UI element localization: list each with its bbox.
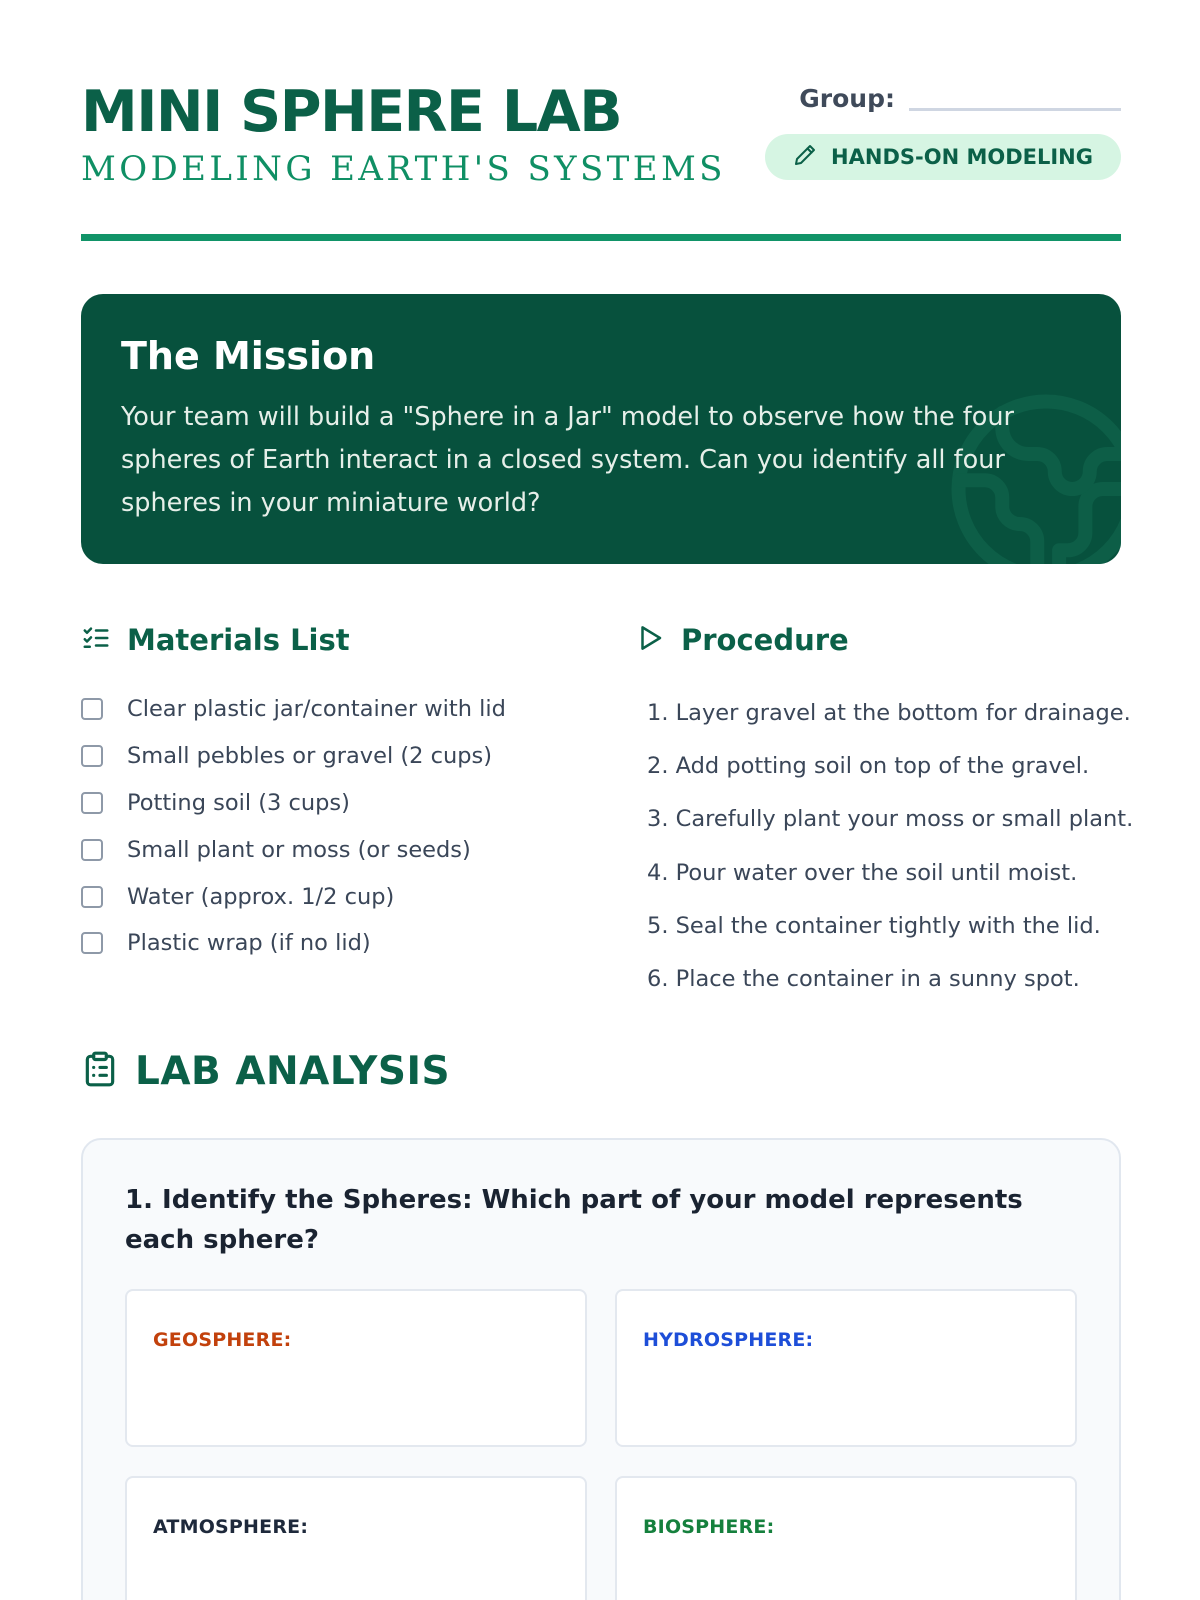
atmosphere-label: ATMOSPHERE: [153,1516,309,1538]
header [81,0,1121,242]
materials-section [81,620,581,967]
procedure-step: 3. Carefully plant your moss or small plant. [647,806,1134,833]
group-input-line[interactable] [909,108,1121,111]
material-label: Water (approx. 1/2 cup) [127,883,395,910]
lab-analysis-header [81,1046,450,1096]
procedure-step: 4. Pour water over the soil until moist. [647,859,1078,886]
material-checkbox[interactable] [81,886,103,908]
list-item[interactable] [81,733,581,780]
material-label: Small pebbles or gravel (2 cups) [127,743,493,770]
hydrosphere-answer-box[interactable] [615,1289,1077,1447]
atmosphere-answer-box[interactable] [125,1476,587,1600]
procedure-step: 5. Seal the container tightly with the lid. [647,912,1101,939]
lab-analysis-title: LAB ANALYSIS [135,1048,451,1094]
materials-title: Materials List [127,623,350,657]
biosphere-answer-box[interactable] [615,1476,1077,1600]
hydrosphere-label: HYDROSPHERE: [643,1329,814,1351]
material-checkbox[interactable] [81,792,103,814]
mission-text: Your team will build a "Sphere in a Jar" model to observe how the four spheres of Earth interact in a closed system. Can you identify all four spheres in your miniature world? [121,402,1015,518]
procedure-list [635,686,1134,1006]
procedure-header [635,620,1121,660]
mission-title: The Mission [121,334,376,378]
question-text: 1. Identify the Spheres: Which part of your model represents each sphere? [125,1185,1023,1255]
geosphere-label: GEOSPHERE: [153,1329,292,1351]
hands-on-badge [765,134,1121,180]
group-field [799,84,1121,113]
geosphere-answer-box[interactable] [125,1289,587,1447]
procedure-step: 2. Add potting soil on top of the gravel. [647,752,1090,779]
material-checkbox[interactable] [81,839,103,861]
materials-list [81,686,581,967]
procedure-step: 6. Place the container in a sunny spot. [647,966,1080,993]
list-item[interactable] [81,826,581,873]
badge-label: HANDS-ON MODELING [831,145,1093,169]
page-subtitle: MODELING EARTH'S SYSTEMS [81,149,726,189]
biosphere-label: BIOSPHERE: [643,1516,775,1538]
clipboard-icon [81,1050,119,1093]
analysis-card [81,1138,1121,1600]
material-label: Small plant or moss (or seeds) [127,836,471,863]
pencil-icon [793,143,817,172]
material-checkbox[interactable] [81,698,103,720]
page-title: MINI SPHERE LAB [81,79,622,145]
checklist-icon [81,623,111,658]
material-label: Plastic wrap (if no lid) [127,930,371,957]
material-checkbox[interactable] [81,932,103,954]
materials-header [81,620,581,660]
mission-card [81,294,1121,564]
list-item[interactable] [81,873,581,920]
worksheet-page [81,0,1134,1538]
group-label: Group: [799,84,895,113]
play-icon [635,623,665,658]
list-item[interactable] [81,686,581,733]
material-label: Potting soil (3 cups) [127,789,350,816]
material-label: Clear plastic jar/container with lid [127,696,506,723]
list-item[interactable] [81,920,581,967]
list-item[interactable] [81,780,581,827]
procedure-step: 1. Layer gravel at the bottom for drainage. [647,699,1131,726]
material-checkbox[interactable] [81,745,103,767]
procedure-title: Procedure [681,623,849,657]
header-divider [81,234,1121,241]
procedure-section [635,620,1134,1006]
